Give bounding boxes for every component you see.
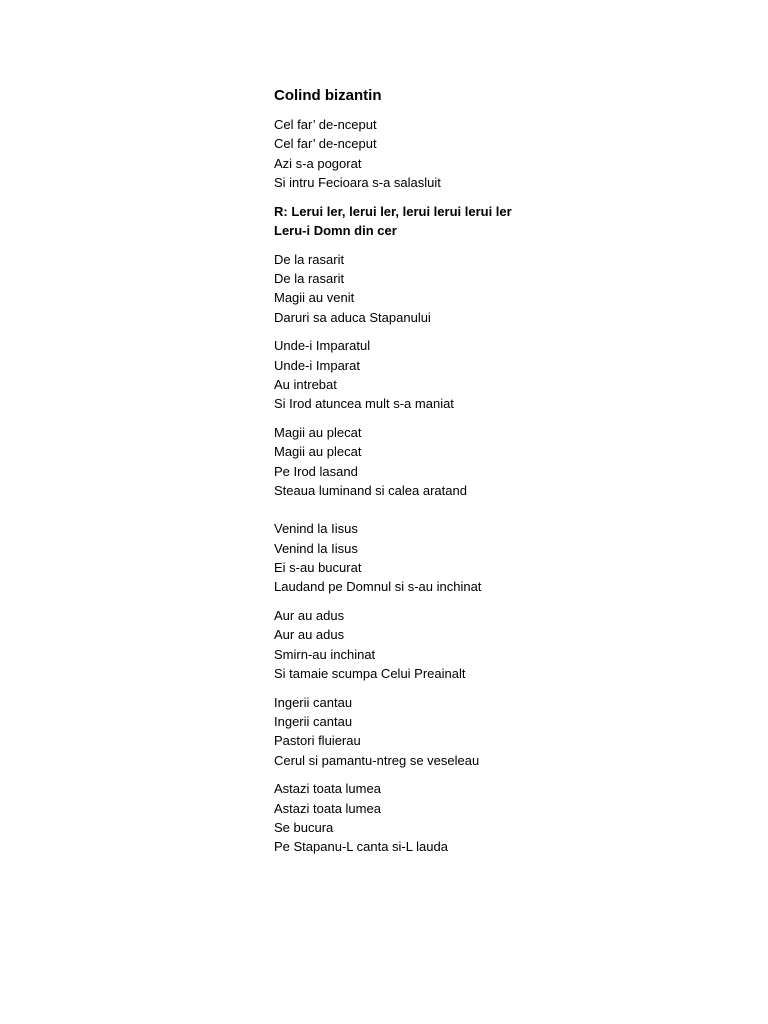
- verse-line: Ingerii cantau: [274, 694, 353, 710]
- stanza-5: [274, 519, 714, 596]
- verse-line: Aur au adus: [274, 627, 345, 643]
- verse-line: Magii au plecat: [274, 444, 362, 460]
- verse-line: Steaua luminand si calea aratand: [274, 483, 467, 499]
- document-title: Colind bizantin: [274, 87, 382, 104]
- verse-line: Unde-i Imparat: [274, 357, 360, 373]
- verse-line: Magii au plecat: [274, 425, 362, 441]
- verse-line: Se bucura: [274, 820, 334, 835]
- verse-line: Pe Stapanu-L canta si-L lauda: [274, 839, 448, 855]
- refrain-line: R: Lerui ler, lerui ler, lerui lerui lerui ler: [274, 203, 512, 219]
- stanza-4: [274, 423, 714, 500]
- verse-line: Ei s-au bucurat: [274, 559, 362, 575]
- verse-line: Daruri sa aduca Stapanului: [274, 309, 431, 325]
- verse-line: Smirn-au inchinat: [274, 646, 376, 662]
- verse-line: Si intru Fecioara s-a salasluit: [274, 174, 441, 190]
- verse-line: Cel far’ de-nceput: [274, 117, 377, 132]
- verse-line: Ingerii cantau: [274, 714, 353, 730]
- verse-line: De la rasarit: [274, 271, 345, 287]
- verse-line: Venind la Iisus: [274, 540, 358, 556]
- verse-line: De la rasarit: [274, 251, 345, 267]
- document-page: [274, 86, 714, 866]
- stanza-1: [274, 115, 714, 192]
- stanza-8: [274, 779, 714, 856]
- stanza-6: [274, 606, 714, 683]
- verse-line: Aur au adus: [274, 608, 345, 624]
- verse-line: Azi s-a pogorat: [274, 155, 362, 171]
- verse-line: Astazi toata lumea: [274, 800, 381, 816]
- verse-line: Unde-i Imparatul: [274, 338, 371, 354]
- verse-line: Laudand pe Domnul si s-au inchinat: [274, 579, 482, 595]
- verse-line: Si tamaie scumpa Celui Preainalt: [274, 665, 466, 681]
- stanza-2: [274, 250, 714, 327]
- verse-line: Astazi toata lumea: [274, 781, 381, 797]
- verse-line: Si Irod atuncea mult s-a maniat: [274, 396, 454, 412]
- refrain-line: Leru-i Domn din cer: [274, 222, 397, 238]
- verse-line: Venind la Iisus: [274, 521, 358, 537]
- refrain: [274, 202, 714, 241]
- verse-line: Cerul si pamantu-ntreg se veseleau: [274, 752, 480, 768]
- verse-line: Au intrebat: [274, 377, 337, 393]
- stanza-3: [274, 336, 714, 413]
- verse-line: Cel far’ de-nceput: [274, 136, 377, 152]
- verse-line: Pastori fluierau: [274, 733, 361, 749]
- stanza-7: [274, 693, 714, 770]
- verse-line: Magii au venit: [274, 290, 355, 306]
- verse-line: Pe Irod lasand: [274, 463, 358, 479]
